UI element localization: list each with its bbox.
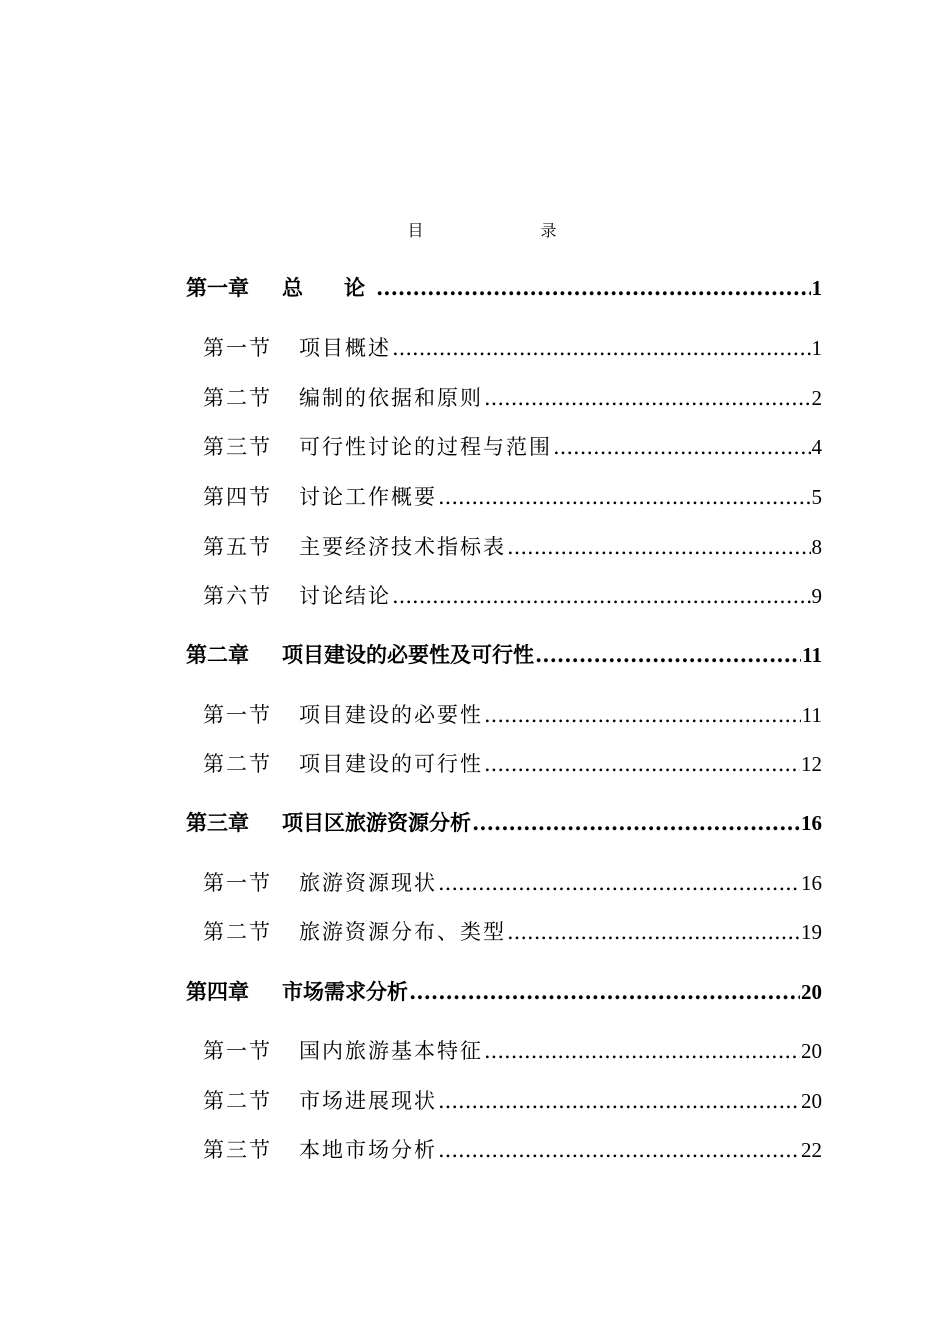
toc-leader-dots <box>484 386 811 410</box>
toc-chapter-3[interactable] <box>186 807 822 837</box>
toc-entry-number: 第一节 <box>203 703 272 727</box>
toc-leader-dots <box>438 871 800 895</box>
toc-entry-page: 19 <box>801 920 822 944</box>
toc-section-1-6[interactable] <box>203 580 822 610</box>
toc-entry-page: 11 <box>801 703 822 727</box>
toc-section-4-1[interactable] <box>203 1035 822 1065</box>
toc-entry-page: 20 <box>801 1039 822 1063</box>
toc-leader-dots <box>438 485 811 509</box>
toc-entry-page: 2 <box>811 386 822 410</box>
toc-leader-dots <box>484 752 800 776</box>
toc-section-1-4[interactable] <box>203 481 822 511</box>
toc-leader-dots <box>392 336 811 360</box>
toc-entry-page: 22 <box>801 1138 822 1162</box>
toc-section-4-2[interactable] <box>203 1085 822 1115</box>
toc-title: 目 录 <box>407 221 613 240</box>
toc-entry-title: 主要经济技术指标表 <box>299 535 506 559</box>
toc-section-1-1[interactable] <box>203 332 822 362</box>
toc-entry-page: 11 <box>802 643 822 667</box>
toc-section-3-1[interactable] <box>203 867 822 897</box>
toc-entry-number: 第三节 <box>203 1138 272 1162</box>
toc-entry-number: 第二节 <box>203 920 272 944</box>
toc-leader-dots <box>392 584 811 608</box>
toc-entry-number: 第二节 <box>203 386 272 410</box>
toc-section-4-3[interactable] <box>203 1134 822 1164</box>
toc-entry-page: 16 <box>801 871 822 895</box>
toc-section-2-1[interactable] <box>203 699 822 729</box>
toc-leader-dots <box>438 1138 800 1162</box>
toc-leader-dots <box>535 642 801 667</box>
toc-entry-page: 20 <box>801 1089 822 1113</box>
toc-entry-page: 5 <box>811 485 822 509</box>
toc-section-1-3[interactable] <box>203 431 822 461</box>
toc-entry-page: 9 <box>811 584 822 608</box>
toc-entry-number: 第一章 <box>186 275 249 300</box>
toc-entry-number: 第四节 <box>203 485 272 509</box>
toc-entry-page: 1 <box>811 336 822 360</box>
toc-entry-title: 可行性讨论的过程与范围 <box>299 435 552 459</box>
toc-entry-number: 第二节 <box>203 1089 272 1113</box>
toc-section-1-5[interactable] <box>203 531 822 561</box>
toc-entry-title: 旅游资源现状 <box>299 871 437 895</box>
toc-chapter-2[interactable] <box>186 639 822 669</box>
toc-entry-number: 第一节 <box>203 871 272 895</box>
toc-entry-title: 国内旅游基本特征 <box>299 1039 483 1063</box>
toc-entry-title: 讨论结论 <box>299 584 391 608</box>
toc-leader-dots <box>376 275 811 300</box>
toc-section-1-2[interactable] <box>203 382 822 412</box>
toc-section-3-2[interactable] <box>203 916 822 946</box>
toc-entry-number: 第四章 <box>186 979 249 1004</box>
toc-leader-dots <box>484 1039 800 1063</box>
toc-entry-title: 旅游资源分布、类型 <box>299 920 506 944</box>
toc-entry-page: 1 <box>811 276 822 300</box>
toc-entry-page: 12 <box>801 752 822 776</box>
toc-leader-dots <box>472 810 800 835</box>
toc-entry-page: 8 <box>811 535 822 559</box>
toc-entry-number: 第三章 <box>186 810 249 835</box>
toc-chapter-4[interactable] <box>186 976 822 1006</box>
toc-entry-number: 第一节 <box>203 336 272 360</box>
toc-entry-title: 项目建设的必要性及可行性 <box>282 642 534 667</box>
toc-leader-dots <box>484 703 801 727</box>
toc-entry-page: 16 <box>801 811 822 835</box>
toc-entry-number: 第五节 <box>203 535 272 559</box>
toc-entry-number: 第六节 <box>203 584 272 608</box>
toc-section-2-2[interactable] <box>203 748 822 778</box>
toc-entry-number: 第三节 <box>203 435 272 459</box>
toc-entry-title: 项目建设的可行性 <box>299 752 483 776</box>
toc-entry-title: 总 论 <box>282 275 375 300</box>
toc-leader-dots <box>438 1089 800 1113</box>
toc-leader-dots <box>507 920 800 944</box>
toc-entry-page: 20 <box>801 980 822 1004</box>
toc-entry-title: 编制的依据和原则 <box>299 386 483 410</box>
toc-entry-number: 第二节 <box>203 752 272 776</box>
toc-chapter-1[interactable] <box>186 272 822 302</box>
toc-entry-page: 4 <box>811 435 822 459</box>
toc-entry-number: 第一节 <box>203 1039 272 1063</box>
toc-entry-title: 市场进展现状 <box>299 1089 437 1113</box>
toc-entry-title: 市场需求分析 <box>282 979 408 1004</box>
toc-entry-number: 第二章 <box>186 642 249 667</box>
toc-entry-title: 讨论工作概要 <box>299 485 437 509</box>
toc-leader-dots <box>409 979 800 1004</box>
toc-leader-dots <box>553 435 811 459</box>
toc-leader-dots <box>507 535 811 559</box>
toc-entry-title: 项目区旅游资源分析 <box>282 810 471 835</box>
toc-entry-title: 本地市场分析 <box>299 1138 437 1162</box>
toc-entry-title: 项目建设的必要性 <box>299 703 483 727</box>
toc-entry-title: 项目概述 <box>299 336 391 360</box>
